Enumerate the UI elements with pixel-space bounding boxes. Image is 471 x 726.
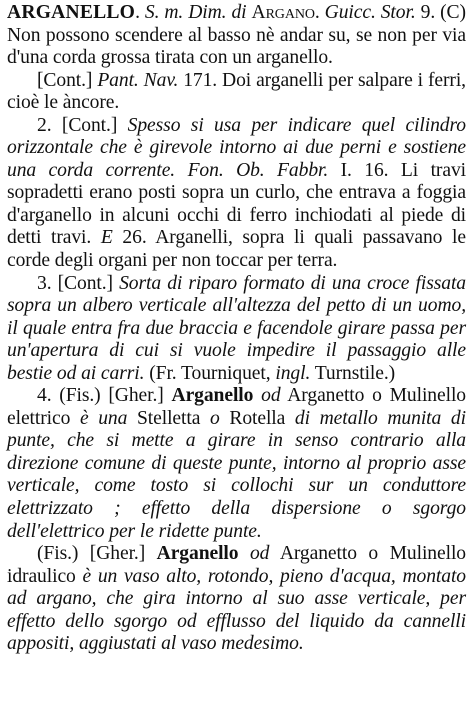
e-ref: E <box>100 227 113 249</box>
source-citation: Fon. Ob. Fabbr. <box>187 159 329 181</box>
term-variants: Arganetto o Mulinello idraulico <box>7 543 466 587</box>
entry-definition-1: ARGANELLO. S. m. Dim. di Argano. Guicc. Stor. 9. (C) Non possono scendere al basso nè andar su, se non per via d'una corda grossa tirata con un arganello. <box>7 2 466 69</box>
term-arganello: Arganello <box>156 543 239 565</box>
translation-text-2: Turnstile.) <box>314 362 396 384</box>
od-word: od <box>249 543 270 565</box>
sense-definition: Sorta di riparo formato di una croce fissata sopra un albero verticale all'altezza del petto di un uomo, il quale entra fra due braccia e facendole girare passa per un'apertura di cui si vuole impedire il passaggio alle bestie od ai carri. <box>7 272 466 384</box>
sense-3 <box>7 273 466 386</box>
citation-text-2: 26. Arganelli, sopra li quali passavano le corde degli organi per non toccar per terra. <box>7 227 466 272</box>
sense-definition: Spesso si usa per indicare quel cilindro orizzontale che è girevole intorno ai due perni e sostiene una corda corrente. <box>7 114 466 181</box>
sense-definition: di metallo munita di punte, che si mette a girare in senso contrario alla direzione comune di queste punte, intorno al proprio asse verticale, come tosto si collochi sur un conduttore elettrizzato ; effetto della dispersione o sgorgo dell'elettrico per le ridette punte. <box>7 407 466 542</box>
sense-number: 2. [Cont.] <box>37 114 118 136</box>
source-citation: Guicc. Stor. <box>324 2 416 23</box>
headword: ARGANELLO <box>7 2 136 23</box>
ingl-label: ingl. <box>275 362 311 384</box>
root-word: Argano <box>251 2 315 23</box>
term-arganello: Arganello <box>171 385 254 407</box>
sense-4 <box>7 385 466 543</box>
term-rotella: Rotella <box>229 407 286 429</box>
cont-tag: [Cont.] <box>37 69 93 91</box>
sense-2 <box>7 115 466 273</box>
sense-number: 4. (Fis.) [Gher.] <box>37 385 164 407</box>
sense-4-b <box>7 543 466 656</box>
term-variants: Arganetto o Mulinello elettrico <box>7 385 466 429</box>
sense-number: (Fis.) [Gher.] <box>37 543 146 565</box>
grammar-label: S. m. Dim. <box>144 2 227 23</box>
citation-text: 9. (C) Non possono scendere al basso nè andar su, se non per via d'una corda grossa tirata con un arganello. <box>7 2 466 69</box>
translation-text: (Fr. Tourniquet, <box>149 362 271 384</box>
term-stelletta: Stelletta <box>137 407 201 429</box>
od-word: od <box>261 385 281 407</box>
o-word: o <box>209 407 220 429</box>
sense-number: 3. [Cont.] <box>37 272 113 294</box>
citation-text: I. 16. Li travi sopradetti erano posti sopra un curlo, che entrava a foggia d'arganello in alcuni occhi di ferro inchiodati al piede di detti travi. <box>7 159 466 249</box>
citation-text: 171. Doi arganelli per salpare i ferri, cioè le àncore. <box>7 69 466 114</box>
di-word: di <box>231 2 247 23</box>
def-lead: è una <box>79 407 128 429</box>
sense-definition: è un vaso alto, rotondo, pieno d'acqua, montato ad argano, che gira intorno al suo asse verticale, per effetto dello sgorgo od efflusso del liquido da cannelli appositi, aggiustati al vaso medesimo. <box>7 565 466 655</box>
entry-citation-2 <box>7 70 466 115</box>
source-citation: Pant. Nav. <box>97 69 179 91</box>
